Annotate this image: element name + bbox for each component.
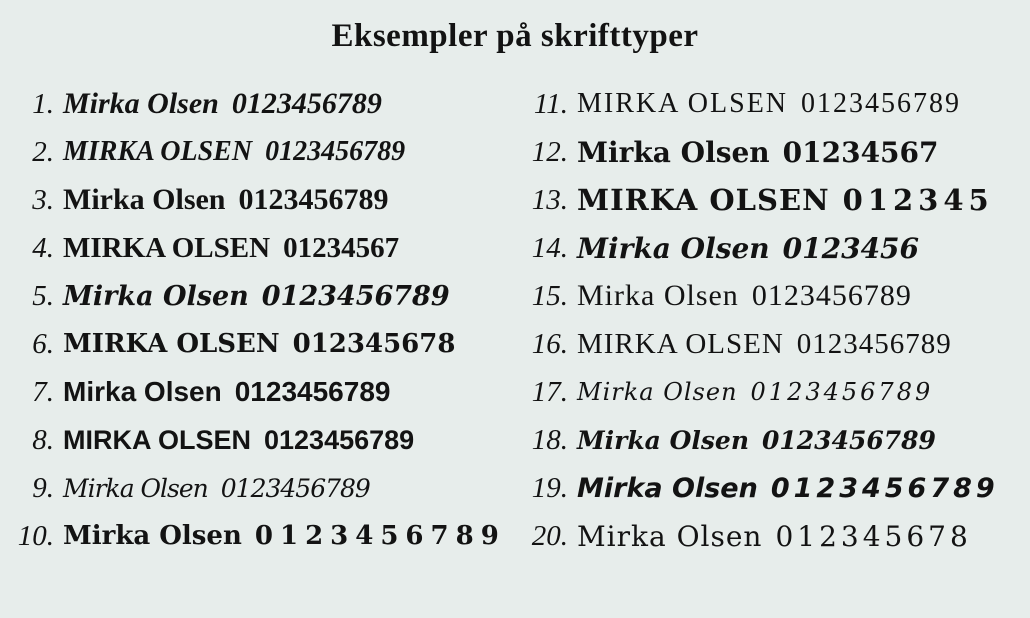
font-sample-10 (6, 512, 506, 560)
font-sample-4 (6, 224, 506, 272)
sample-name: MIRKA OLSEN (577, 327, 784, 360)
sample-text (63, 232, 399, 265)
sample-text (63, 521, 506, 551)
sample-name: Mirka Olsen (577, 378, 738, 406)
sample-text (63, 474, 370, 503)
font-sample-20 (512, 512, 1024, 560)
font-sample-13 (512, 176, 1024, 224)
sample-number: 8. (32, 423, 54, 456)
sample-name: MIRKA OLSEN (577, 183, 830, 217)
sample-name: MIRKA OLSEN (63, 136, 253, 167)
sample-digits: 012345678 (775, 519, 972, 553)
sample-number: 4. (32, 231, 54, 264)
sample-text (63, 136, 405, 168)
sample-name: MIRKA OLSEN (63, 231, 271, 264)
font-sample-17 (512, 368, 1024, 416)
sample-name: Mirka Olsen (577, 279, 739, 312)
sample-text (577, 183, 994, 217)
font-sample-11 (512, 80, 1024, 128)
font-sample-5 (6, 272, 506, 320)
sample-name: Mirka Olsen (63, 376, 222, 407)
font-sample-3 (6, 176, 506, 224)
sample-text (63, 183, 389, 217)
font-sample-7 (6, 368, 506, 416)
samples-column-right (512, 80, 1024, 560)
sample-name: Mirka Olsen (577, 135, 770, 169)
sample-digits: 0123456 (782, 231, 920, 265)
font-sample-15 (512, 272, 1024, 320)
sample-number: 12. (531, 135, 568, 168)
sample-number: 18. (531, 423, 568, 456)
sample-digits: 0123456789 (231, 87, 382, 120)
sample-text (63, 329, 455, 359)
font-sample-1 (6, 80, 506, 128)
font-sample-9 (6, 464, 506, 512)
sample-digits: 0123456789 (234, 376, 391, 407)
sample-text (577, 136, 939, 169)
sample-name: Mirka Olsen (63, 521, 242, 551)
sample-number: 13. (531, 183, 568, 216)
sample-number: 1. (32, 87, 54, 120)
sample-name: Mirka Olsen (577, 231, 770, 265)
font-sample-14 (512, 224, 1024, 272)
sample-digits: 0123456789 (770, 472, 999, 504)
sample-number: 16. (531, 327, 568, 360)
sample-text (577, 88, 961, 120)
sample-digits: 0123456789 (762, 425, 936, 455)
font-sample-12 (512, 128, 1024, 176)
sample-name: Mirka Olsen (577, 425, 749, 455)
sample-text (577, 328, 952, 361)
sample-name: MIRKA OLSEN (63, 329, 280, 359)
sample-digits: 012345 (842, 183, 994, 217)
sample-text (577, 473, 999, 504)
sample-name: Mirka Olsen (577, 472, 758, 504)
font-sample-18 (512, 416, 1024, 464)
sample-name: Mirka Olsen (577, 519, 763, 553)
sample-text (63, 281, 450, 312)
sample-digits: 0123456789 (238, 183, 389, 216)
sample-name: Mirka Olsen (63, 280, 249, 312)
sample-digits: 01234567 (782, 135, 939, 169)
sample-digits: 0123456789 (220, 473, 370, 503)
sample-digits: 01234567 (283, 231, 400, 264)
sample-number: 15. (531, 279, 568, 312)
sample-number: 7. (32, 375, 54, 408)
sample-digits: 0123456789 (751, 279, 912, 312)
sample-number: 20. (531, 519, 568, 552)
sample-text (577, 232, 919, 265)
font-sample-19 (512, 464, 1024, 512)
font-sample-8 (6, 416, 506, 464)
sample-text (577, 520, 972, 553)
sample-digits: 0123456789 (750, 378, 934, 406)
sample-text (577, 279, 912, 313)
font-sample-2 (6, 128, 506, 176)
sample-digits: 0123456789 (254, 521, 506, 551)
sample-digits: 012345678 (292, 329, 456, 359)
sample-text (577, 378, 933, 406)
sample-name: MIRKA OLSEN (63, 424, 251, 455)
sample-digits: 0123456789 (801, 88, 962, 119)
sample-number: 2. (32, 135, 54, 168)
sample-number: 3. (32, 183, 54, 216)
sample-number: 6. (32, 327, 54, 360)
page-title: Eksempler på skrifttyper (331, 18, 699, 54)
sample-text (63, 376, 390, 408)
sample-digits: 0123456789 (264, 424, 415, 455)
sample-number: 17. (531, 375, 568, 408)
sample-name: Mirka Olsen (63, 183, 226, 216)
sample-text (63, 425, 414, 456)
font-sample-16 (512, 320, 1024, 368)
sample-number: 14. (531, 231, 568, 264)
sample-number: 10. (17, 519, 54, 552)
sample-digits: 0123456789 (261, 280, 450, 312)
sample-name: MIRKA OLSEN (577, 88, 789, 119)
sample-number: 19. (531, 471, 568, 504)
sample-text (577, 426, 936, 455)
font-sample-6 (6, 320, 506, 368)
sample-digits: 0123456789 (265, 136, 406, 167)
sample-name: Mirka Olsen (63, 473, 208, 503)
sample-number: 11. (533, 87, 568, 120)
sample-text (63, 87, 382, 121)
sample-number: 5. (32, 279, 54, 312)
samples-column-left (6, 80, 506, 560)
sample-digits: 0123456789 (796, 327, 952, 360)
sample-name: Mirka Olsen (63, 87, 219, 120)
sample-number: 9. (32, 471, 54, 504)
